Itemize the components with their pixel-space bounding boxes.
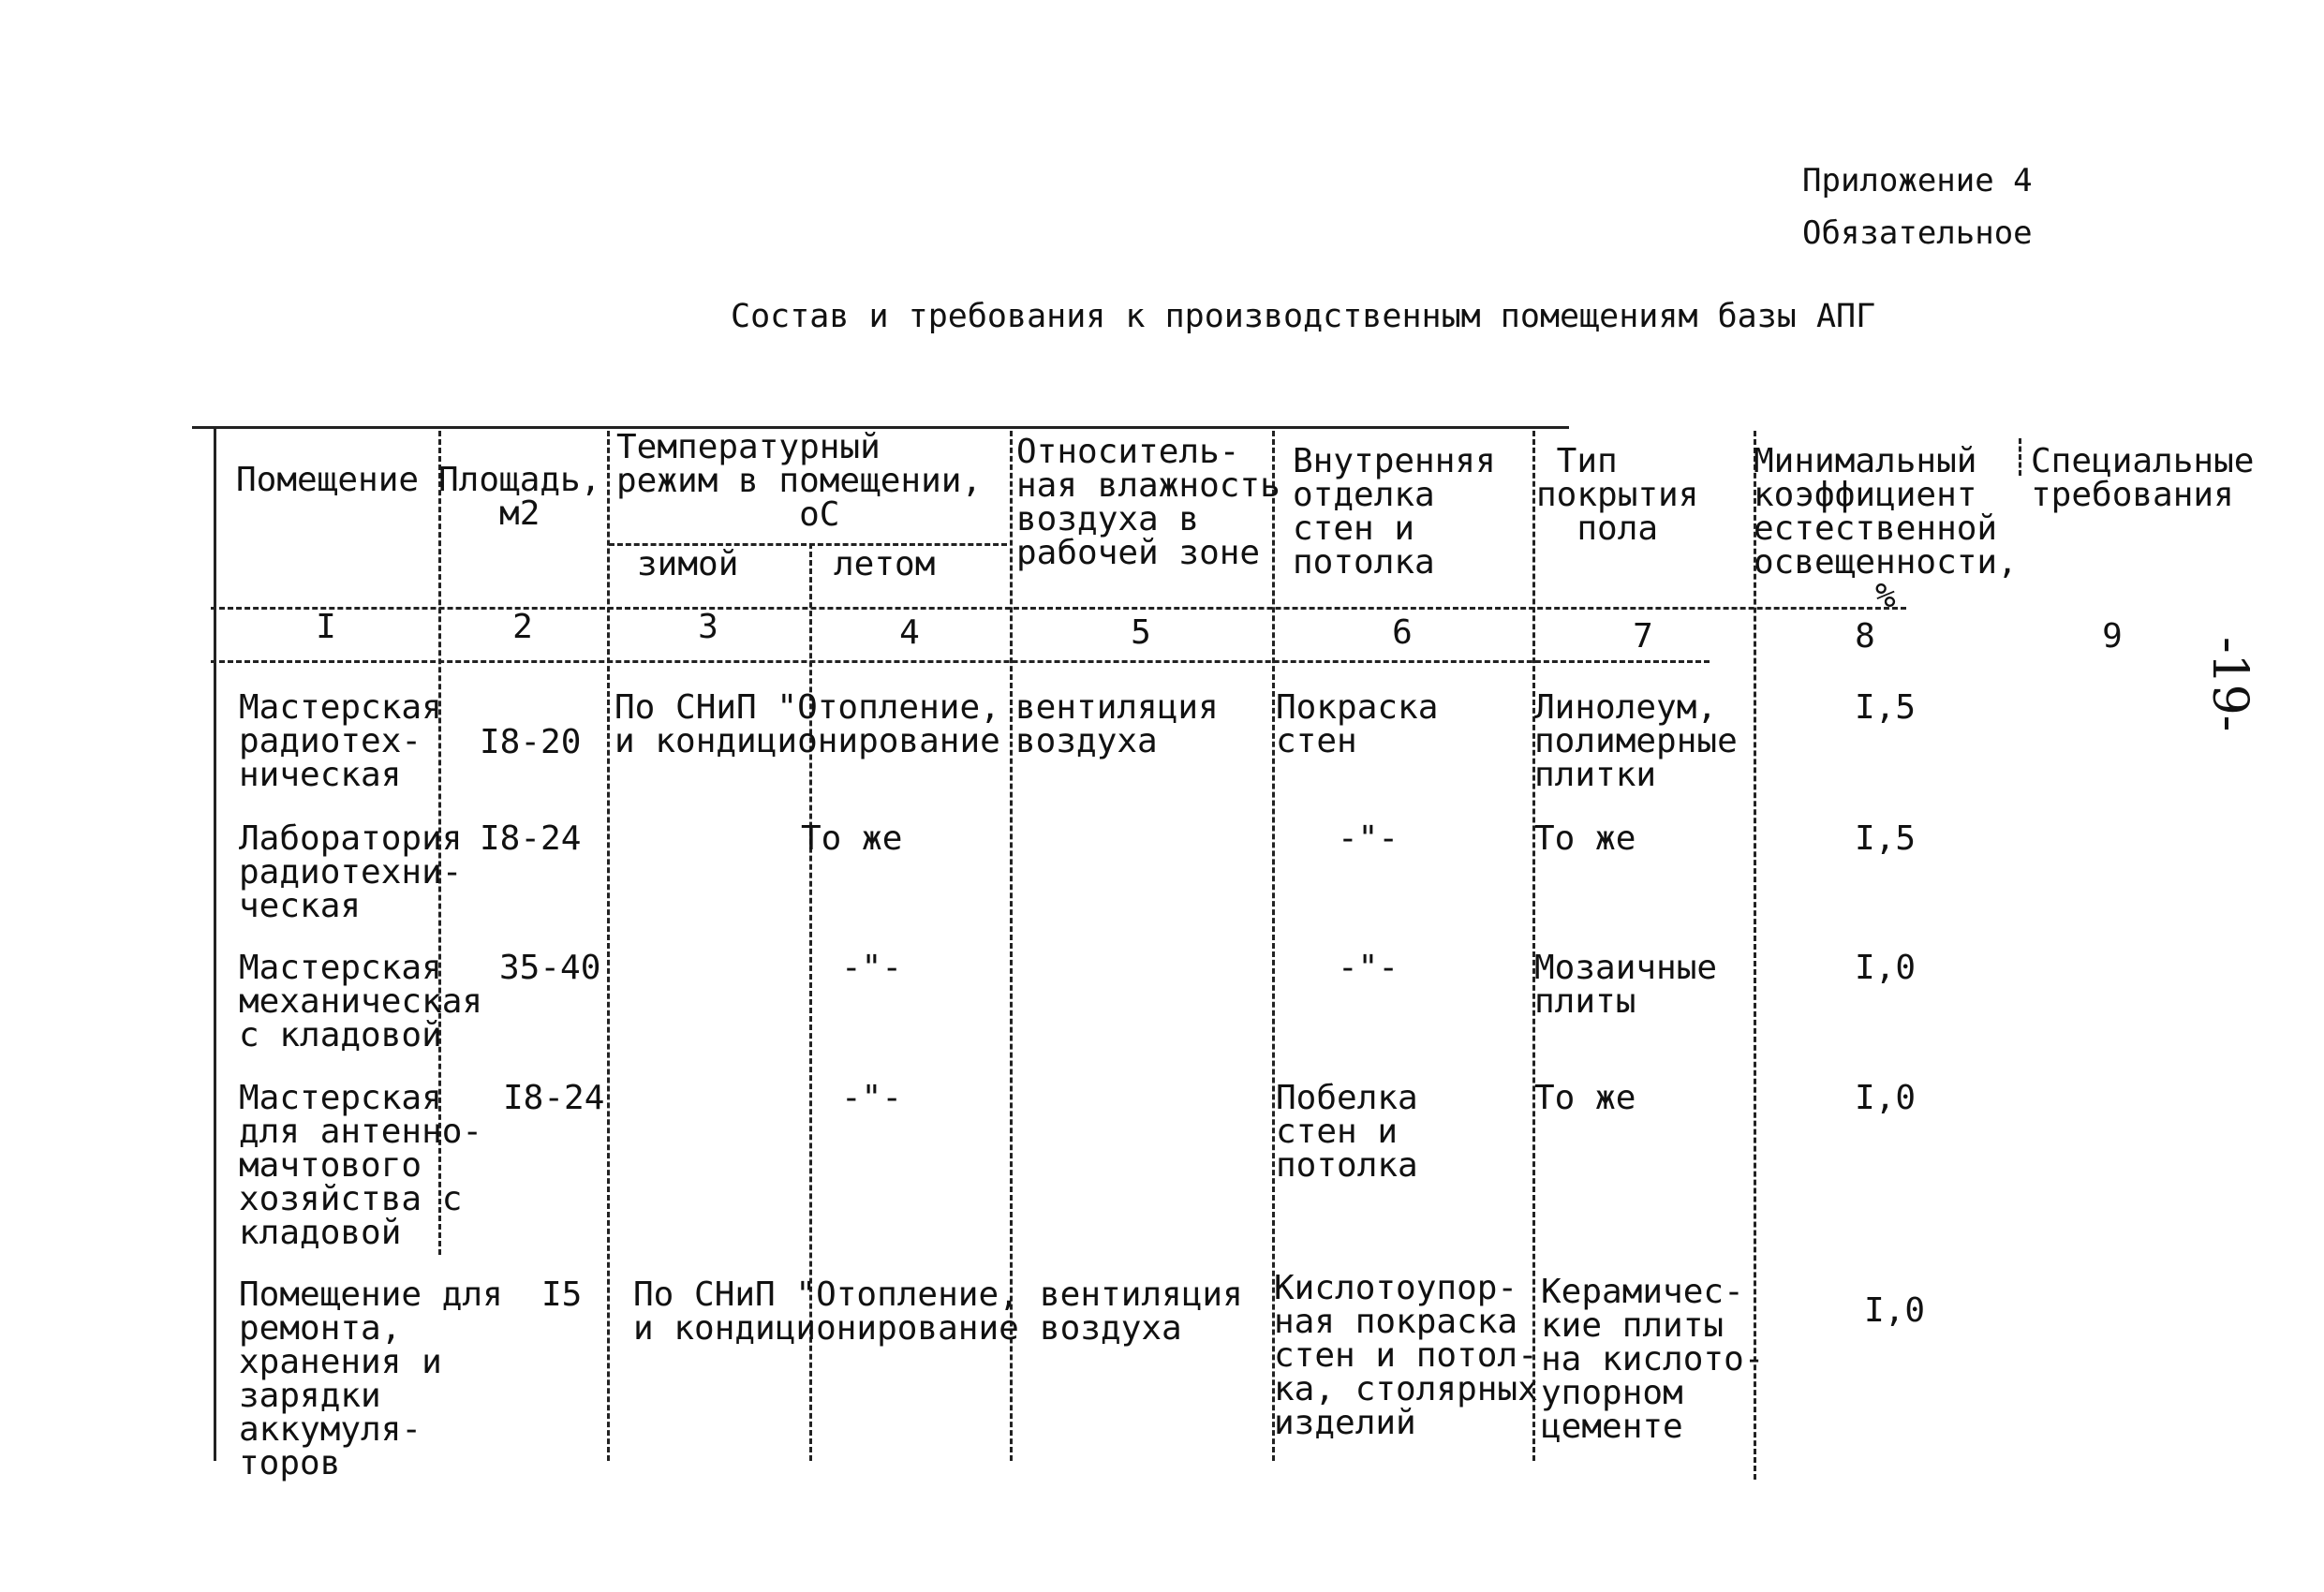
floor-cell: Керамичес- кие плиты на кислото- упорном цементе bbox=[1541, 1273, 1765, 1446]
temperature-cell: По СНиП "Отопление, и кондиционирование bbox=[614, 688, 1000, 760]
appendix-status: Обязательное bbox=[1802, 214, 2033, 252]
light-coef-cell: I,0 bbox=[1864, 1291, 1926, 1330]
finish-cell: Побелка стен и потолка bbox=[1276, 1079, 1418, 1185]
header-temperature: Температурный режим в помещении, оС bbox=[616, 428, 983, 534]
area-cell: I8-24 bbox=[480, 819, 582, 858]
area-cell: I8-20 bbox=[480, 723, 582, 761]
col-number-6: 6 bbox=[1392, 613, 1413, 652]
area-cell: I8-24 bbox=[503, 1079, 605, 1117]
numbers-rule bbox=[211, 660, 1710, 663]
header-rule bbox=[211, 607, 1906, 610]
page-number: -19- bbox=[2201, 637, 2257, 732]
col-border-left bbox=[214, 426, 216, 1461]
finish-cell: -"- bbox=[1338, 949, 1399, 987]
room-cell: Помещение для ремонта, хранения и зарядки аккумуля- торов bbox=[239, 1275, 503, 1482]
finish-cell: -"- bbox=[1338, 819, 1399, 858]
col-number-8: 8 bbox=[1855, 617, 1875, 656]
table-top-rule bbox=[192, 426, 1569, 429]
col-number-2: 2 bbox=[512, 608, 533, 646]
humidity-cell: вентиляция воздуха bbox=[1015, 688, 1219, 760]
floor-cell: Линолеум, полимерные плитки bbox=[1534, 688, 1738, 794]
light-coef-cell: I,0 bbox=[1855, 949, 1917, 987]
col-number-7: 7 bbox=[1633, 617, 1653, 656]
temperature-cell: То же bbox=[801, 819, 903, 858]
room-cell: Мастерская радиотех- ническая bbox=[239, 688, 442, 794]
temperature-cell: -"- bbox=[841, 949, 903, 987]
floor-cell: То же bbox=[1534, 1079, 1636, 1117]
col-number-5: 5 bbox=[1131, 613, 1151, 652]
header-floor: Тип покрытия пола bbox=[1536, 442, 1699, 548]
page-title: Состав и требования к производственным помещениям базы АПГ bbox=[731, 298, 1876, 335]
room-cell: Мастерская для антенно- мачтового хозяйства с кладовой bbox=[239, 1079, 483, 1252]
col-number-4: 4 bbox=[899, 613, 920, 652]
col-number-1: I bbox=[316, 608, 336, 646]
room-cell: Лаборатория радиотехни- ческая bbox=[239, 819, 463, 925]
header-area: Площадь, м2 bbox=[438, 461, 601, 533]
header-special: Специальные требования bbox=[2031, 442, 2255, 514]
header-room: Помещение bbox=[236, 461, 420, 499]
finish-cell: Покраска стен bbox=[1276, 688, 1439, 760]
header-finish: Внутренняя отделка стен и потолка bbox=[1293, 442, 1496, 582]
area-cell: 35-40 bbox=[499, 949, 601, 987]
col-number-9: 9 bbox=[2102, 617, 2123, 656]
col-border-3 bbox=[607, 431, 610, 1461]
humidity-cell: вентиляция воздуха bbox=[1040, 1275, 1243, 1348]
header-winter: зимой bbox=[637, 545, 739, 583]
floor-cell: Мозаичные плиты bbox=[1534, 949, 1718, 1021]
temperature-cell: -"- bbox=[841, 1079, 903, 1117]
header-light-coef: Минимальный коэффициент естественной освещенности, % bbox=[1754, 442, 2018, 615]
header-humidity: Относитель- ная влажность воздуха в рабочей зоне bbox=[1016, 433, 1280, 572]
room-cell: Мастерская механическая с кладовой bbox=[239, 949, 483, 1054]
light-coef-cell: I,0 bbox=[1855, 1079, 1917, 1117]
area-cell: I5 bbox=[541, 1275, 583, 1314]
floor-cell: То же bbox=[1534, 819, 1636, 858]
col-number-3: 3 bbox=[698, 608, 718, 646]
finish-cell: Кислотоупор- ная покраска стен и потол- ка, столярных изделий bbox=[1274, 1269, 1538, 1442]
header-summer: летом bbox=[834, 545, 936, 583]
temperature-cell: По СНиП "Отопление, и кондиционирование bbox=[633, 1275, 1019, 1348]
light-coef-cell: I,5 bbox=[1855, 819, 1917, 858]
light-coef-cell: I,5 bbox=[1855, 688, 1917, 727]
appendix-number: Приложение 4 bbox=[1802, 162, 2033, 199]
col-border-9 bbox=[2019, 438, 2021, 476]
